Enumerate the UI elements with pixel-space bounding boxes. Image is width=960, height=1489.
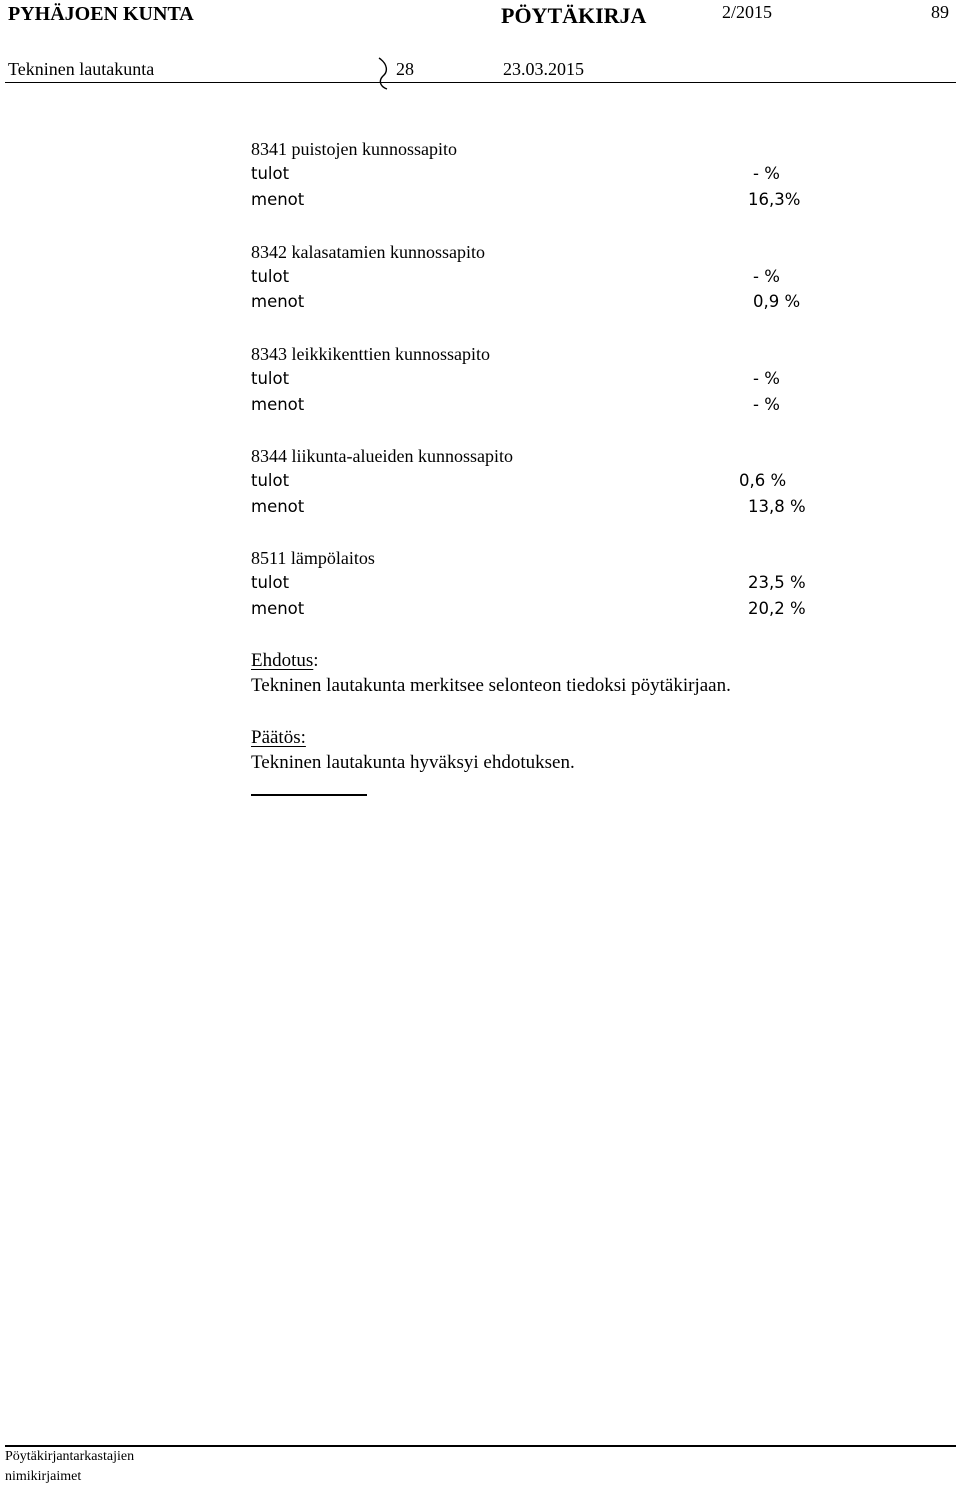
budget-row <box>251 292 811 318</box>
proposal-heading-word: Ehdotus <box>251 650 314 671</box>
footer-label-line2: nimikirjaimet <box>5 1469 82 1484</box>
budget-row <box>251 369 811 395</box>
row-value: 13,8 % <box>748 497 806 516</box>
row-value: - % <box>753 369 780 388</box>
section-number: 28 <box>396 59 414 79</box>
budget-row <box>251 267 811 293</box>
budget-row <box>251 573 811 599</box>
row-value: 20,2 % <box>748 599 806 618</box>
budget-row <box>251 190 811 216</box>
section-title: 8344 liikunta-alueiden kunnossapito <box>251 446 513 466</box>
row-label: tulot <box>251 267 290 286</box>
row-label: tulot <box>251 573 290 592</box>
section-title: 8342 kalasatamien kunnossapito <box>251 242 485 262</box>
row-label: menot <box>251 292 305 311</box>
committee-name: Tekninen lautakunta <box>8 59 155 79</box>
row-label: menot <box>251 497 305 516</box>
row-label: tulot <box>251 164 290 183</box>
row-label: menot <box>251 395 305 414</box>
row-value: - % <box>753 267 780 286</box>
decision-text: Tekninen lautakunta hyväksyi ehdotuksen. <box>251 752 575 773</box>
end-rule <box>251 794 367 796</box>
section-title: 8343 leikkikenttien kunnossapito <box>251 344 490 364</box>
document-type: PÖYTÄKIRJA <box>501 3 647 28</box>
proposal-text: Tekninen lautakunta merkitsee selonteon tiedoksi pöytäkirjaan. <box>251 675 731 696</box>
budget-row <box>251 395 811 421</box>
row-value: 0,9 % <box>753 292 801 311</box>
proposal-heading <box>251 650 319 672</box>
footer-divider <box>5 1445 956 1447</box>
proposal-heading-colon: : <box>313 650 319 671</box>
budget-row <box>251 471 811 497</box>
header-divider <box>5 82 956 83</box>
decision-heading: Päätös: <box>251 727 306 748</box>
row-value: 16,3% <box>748 190 801 209</box>
row-value: - % <box>753 395 780 414</box>
row-label: tulot <box>251 471 290 490</box>
row-value: 23,5 % <box>748 573 806 592</box>
section-title: 8511 lämpölaitos <box>251 548 375 568</box>
budget-row <box>251 497 811 523</box>
municipality-name: PYHÄJOEN KUNTA <box>8 3 194 25</box>
budget-row <box>251 164 811 190</box>
footer-label-line1: Pöytäkirjantarkastajien <box>5 1449 135 1464</box>
document-number: 2/2015 <box>722 2 773 22</box>
row-label: menot <box>251 190 305 209</box>
section-mark-icon <box>376 56 390 90</box>
budget-row <box>251 599 811 625</box>
row-label: tulot <box>251 369 290 388</box>
page-number: 89 <box>931 2 949 22</box>
row-value: 0,6 % <box>739 471 787 490</box>
row-value: - % <box>753 164 780 183</box>
section-title: 8341 puistojen kunnossapito <box>251 139 457 159</box>
row-label: menot <box>251 599 305 618</box>
meeting-date: 23.03.2015 <box>503 59 584 79</box>
